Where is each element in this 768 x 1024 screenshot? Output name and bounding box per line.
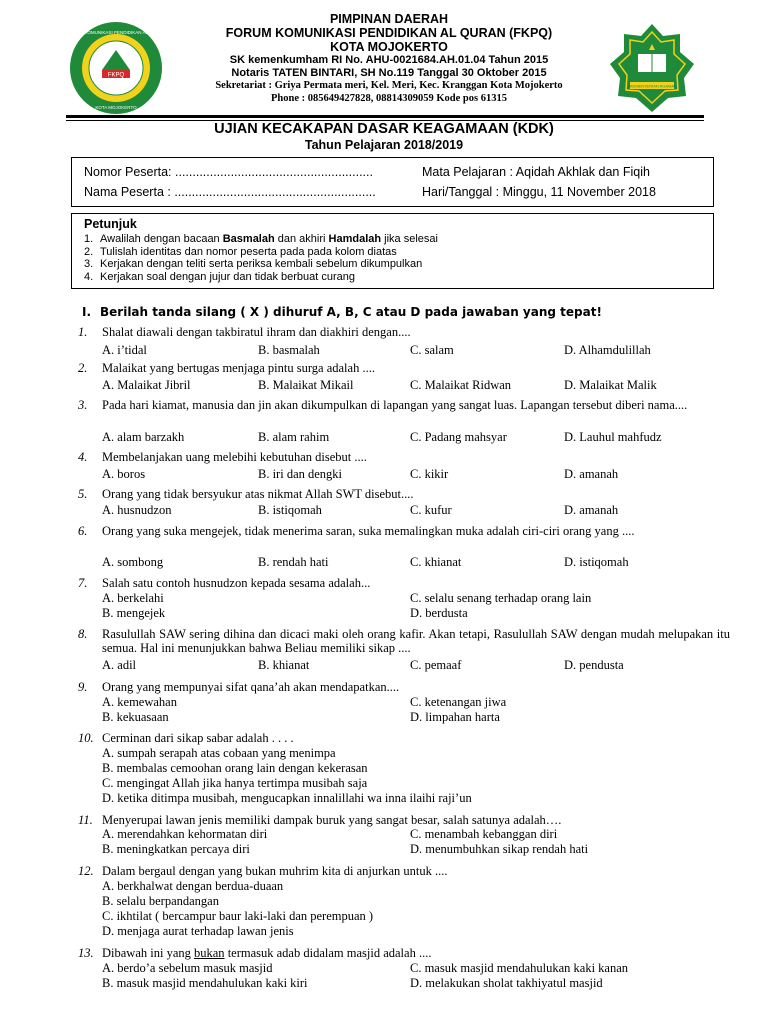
option-d[interactable]: D. Alhamdulillah (564, 343, 651, 357)
option-d[interactable]: D. menjaga aurat terhadap lawan jenis (102, 924, 294, 938)
org-name: FORUM KOMUNIKASI PENDIDIKAN AL QURAN (FKPQ) (225, 26, 553, 40)
question-13: 13. Dibawah ini yang bukan termasuk adab didalam masjid adalah .... A. berdo’a sebelum masuk masjid C. masuk masjid mendahulukan kaki kanan B. masuk masjid mendahulukan kaki kiri D. melakukan sholat takhiyatul masjid (78, 946, 629, 990)
option-b[interactable]: B. Malaikat Mikail (258, 378, 354, 392)
option-a[interactable]: A. berdo’a sebelum masuk masjid (102, 961, 273, 975)
option-b[interactable]: B. meningkatkan percaya diri (102, 842, 250, 856)
letterhead-text (180, 12, 598, 105)
org-city: KOTA MOJOKERTO (330, 40, 448, 54)
option-c[interactable]: C. selalu senang terhadap orang lain (410, 591, 592, 605)
instruction-item: 3. Kerjakan dengan teliti serta periksa kembali sebelum dikumpulkan (84, 258, 423, 270)
option-c[interactable]: C. salam (410, 343, 454, 357)
option-c[interactable]: C. ketenangan jiwa (410, 695, 507, 709)
question-9: 9. Orang yang mempunyai sifat qana’ah akan mendapatkan.... A. kemewahan C. ketenangan jiwa B. kekuasaan D. limpahan harta (78, 680, 507, 724)
option-b[interactable]: B. masuk masjid mendahulukan kaki kiri (102, 976, 308, 990)
option-a[interactable]: A. merendahkan kehormatan diri (102, 827, 268, 841)
question-7: 7. Salah satu contoh husnudzon kepada sesama adalah... A. berkelahi C. selalu senang terhadap orang lain B. mengejek D. berdusta (78, 576, 592, 620)
option-d[interactable]: D. Malaikat Malik (564, 378, 657, 392)
option-b[interactable]: B. membalas cemoohan orang lain dengan kekerasan (102, 761, 368, 775)
org-sk: SK kemenkumham RI No. AHU-0021684.AH.01.04 Tahun 2015 (229, 54, 549, 66)
fkpq-logo-label: FKPQ (107, 72, 125, 79)
question-1: 1. Shalat diawali dengan takbiratul ihram dan diakhiri dengan.... A. i’tidal B. basmalah C. salam D. Alhamdulillah (78, 325, 651, 357)
section-heading: I. Berilah tanda silang ( X ) dihuruf A, B, C atau D pada jawaban yang tepat! (82, 305, 602, 319)
org-notaris: Notaris TATEN BINTARI, SH No.119 Tanggal 30 Oktober 2015 (231, 67, 547, 79)
option-b[interactable]: B. rendah hati (258, 555, 329, 569)
option-c[interactable]: C. pemaaf (410, 658, 462, 672)
letterhead-rule-thick (66, 115, 704, 118)
option-b[interactable]: B. iri dan dengki (258, 467, 343, 481)
option-d[interactable]: D. istiqomah (564, 555, 629, 569)
mata-pelajaran: Mata Pelajaran : Aqidah Akhlak dan Fiqih (422, 165, 650, 179)
svg-text:KOTA MOJOKERTO: KOTA MOJOKERTO (95, 105, 137, 110)
option-c[interactable]: C. menambah kebanggan diri (410, 827, 558, 841)
option-d[interactable]: D. berdusta (410, 606, 468, 620)
option-a[interactable]: A. berkelahi (102, 591, 164, 605)
instructions-title: Petunjuk (84, 217, 137, 231)
exam-title: UJIAN KECAKAPAN DASAR KEAGAMAAN (KDK) (214, 121, 554, 137)
question-3: 3. Pada hari kiamat, manusia dan jin akan dikumpulkan di lapangan yang sangat luas. Lapangan tersebut diberi nama.... A. alam barzakh B. alam rahim C. Padang mahsyar D. Lauhul mahfudz (78, 398, 688, 444)
org-level: PIMPINAN DAERAH (329, 12, 449, 26)
exam-year: Tahun Pelajaran 2018/2019 (304, 138, 464, 152)
option-c[interactable]: C. khianat (410, 555, 462, 569)
kemenag-logo (608, 22, 696, 114)
question-6: 6. Orang yang suka mengejek, tidak menerima saran, suka memalingkan muka adalah ciri-ciri orang yang .... A. sombong B. rendah hati C. khianat D. istiqomah (78, 524, 635, 569)
option-c[interactable]: C. Padang mahsyar (410, 430, 507, 444)
option-a[interactable]: A. alam barzakh (102, 430, 185, 444)
question-5: 5. Orang yang tidak bersyukur atas nikmat Allah SWT disebut.... A. husnudzon B. istiqomah C. kufur D. amanah (78, 487, 619, 517)
option-c[interactable]: C. kufur (410, 503, 452, 517)
option-d[interactable]: D. melakukan sholat takhiyatul masjid (410, 976, 603, 990)
option-a[interactable]: A. adil (102, 658, 137, 672)
instruction-item: 2. Tulislah identitas dan nomor peserta pada pada kolom diatas (84, 245, 397, 258)
question-11: 11. Menyerupai lawan jenis memiliki dampak buruk yang sangat besar, salah satunya adalah…. A. merendahkan kehormatan diri C. menambah kebanggan diri B. meningkatkan percaya diri D. menumbuhkan sikap rendah hati (78, 813, 589, 856)
org-phone: Phone : 085649427828, 08814309059 Kode pos 61315 (271, 92, 507, 104)
option-c[interactable]: C. Malaikat Ridwan (410, 378, 512, 392)
fkpq-logo (66, 20, 166, 116)
option-b[interactable]: B. alam rahim (258, 430, 330, 444)
org-address: Sekretariat : Griya Permata meri, Kel. Meri, Kec. Kranggan Kota Mojokerto (215, 80, 563, 91)
option-a[interactable]: A. kemewahan (102, 695, 177, 709)
question-8: 8. Rasulullah SAW sering dihina dan dicaci maki oleh orang kafir. Akan tetapi, Rasulullah SAW dengan mudah melupakan itu semua. Hal ini menunjukkan bahwa Beliau memiliki sikap .... A. adil B. khianat C. pemaaf D. pendusta (78, 627, 730, 672)
option-b[interactable]: B. khianat (258, 658, 310, 672)
instructions-list (84, 233, 438, 283)
question-2: 2. Malaikat yang bertugas menjaga pintu surga adalah .... A. Malaikat Jibril B. Malaikat Mikail C. Malaikat Ridwan D. Malaikat Malik (78, 361, 657, 392)
nomor-peserta-field[interactable]: Nomor Peserta: ......................................................... (84, 165, 373, 179)
option-a[interactable]: A. i’tidal (102, 343, 147, 357)
option-d[interactable]: D. amanah (564, 467, 619, 481)
instructions-box (71, 213, 714, 289)
nama-peserta-field[interactable]: Nama Peserta : .......................................................... (84, 185, 376, 199)
instruction-item: 4. Kerjakan soal dengan jujur dan tidak berbuat curang (84, 270, 356, 283)
option-a[interactable]: A. Malaikat Jibril (102, 378, 191, 392)
letterhead (0, 12, 768, 112)
question-4: 4. Membelanjakan uang melebihi kebutuhan disebut .... A. boros B. iri dan dengki C. kikir D. amanah (78, 450, 619, 481)
option-a[interactable]: A. berkhalwat dengan berdua-duaan (102, 879, 284, 893)
option-b[interactable]: B. kekuasaan (102, 710, 169, 724)
identity-box (71, 157, 714, 207)
option-b[interactable]: B. basmalah (258, 343, 320, 357)
option-a[interactable]: A. sombong (102, 555, 164, 569)
option-d[interactable]: D. ketika ditimpa musibah, mengucapkan innalillahi wa inna ilaihi raji’un (102, 791, 472, 805)
option-d[interactable]: D. menumbuhkan sikap rendah hati (410, 842, 589, 856)
svg-text:FORUM KOMUNIKASI PENDIDIKAN AL: FORUM KOMUNIKASI PENDIDIKAN AL QURAN (66, 30, 166, 35)
option-c[interactable]: C. kikir (410, 467, 449, 481)
option-c[interactable]: C. mengingat Allah jika hanya tertimpa musibah saja (102, 776, 368, 790)
kemenag-logo-label: KEMENTERIAN AGAMA (629, 83, 675, 89)
option-a[interactable]: A. boros (102, 467, 146, 481)
option-b[interactable]: B. istiqomah (258, 503, 322, 517)
option-d[interactable]: D. limpahan harta (410, 710, 500, 724)
question-12: 12. Dalam bergaul dengan yang bukan muhrim kita di anjurkan untuk .... A. berkhalwat dengan berdua-duaan B. selalu berpandangan C. ikhtilat ( bercampur baur laki-laki dan perempuan ) D. menjaga aurat terhadap lawan jenis (78, 864, 448, 938)
option-b[interactable]: B. selalu berpandangan (102, 894, 219, 908)
hari-tanggal: Hari/Tanggal : Minggu, 11 November 2018 (422, 185, 656, 199)
option-d[interactable]: D. amanah (564, 503, 619, 517)
instruction-item: 1. Awalilah dengan bacaan Basmalah dan akhiri Hamdalah jika selesai (84, 233, 438, 245)
option-c[interactable]: C. ikhtilat ( bercampur baur laki-laki dan perempuan ) (102, 909, 374, 923)
option-c[interactable]: C. masuk masjid mendahulukan kaki kanan (410, 961, 629, 975)
option-d[interactable]: D. Lauhul mahfudz (564, 430, 662, 444)
option-a[interactable]: A. sumpah serapah atas cobaan yang menimpa (102, 746, 336, 760)
option-a[interactable]: A. husnudzon (102, 503, 172, 517)
option-d[interactable]: D. pendusta (564, 658, 624, 672)
option-b[interactable]: B. mengejek (102, 606, 166, 620)
question-10: 10. Cerminan dari sikap sabar adalah . . . . A. sumpah serapah atas cobaan yang menimpa B. membalas cemoohan orang lain dengan kekerasan C. mengingat Allah jika hanya tertimpa musibah saja D. ketika ditimpa musibah, mengucapkan innalillahi wa inna ilaihi raji’un (78, 731, 472, 805)
